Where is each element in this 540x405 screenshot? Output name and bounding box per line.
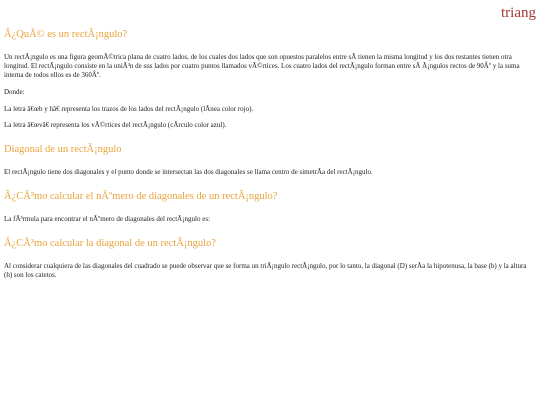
definition-paragraph: Un rectÃ¡ngulo es una figura geomÃ©trica plana de cuatro lados, de los cuales dos lados que son opuestos paralelos entre sÃ tienen la misma longitud y los dos restantes tienen otra longitud. El rectÃ¡ngulo consiste en la uniÃ³n de sus lados por cuatro puntos llamados vÃ©rtices. Los cuatro lados del rectÃ¡ngulo forman entre sÃ Ã¡ngulos rectos de 90Âº y la suma interna de todos ellos es de 360Âº. [4,53,520,79]
section-heading: Diagonal de un rectÃ¡ngulo [4,144,122,155]
hypotenuse-paragraph: Al considerar cualquiera de las diagonales del cuadrado se puede observar que se forma un triÃ¡ngulo rectÃ¡ngulo, por lo tanto, la diagonal (D) serÃa la hipotenusa, la base (b) y la altura (h) son los catetos. [4,262,527,279]
article-content [4,28,532,288]
section-heading: Â¿QuÃ© es un rectÃ¡ngulo? [4,29,128,40]
site-logo-text[interactable]: triang [501,5,536,21]
section-diagonal [4,143,532,177]
sides-legend-text: La letra â€œb y hâ€ representa los trazos de los lados del rectÃ¡ngulo (lÃnea color rojo). [4,105,254,113]
formula-intro-paragraph: La fÃ³rmula para encontrar el nÃºmero de diagonales del rectÃ¡ngulo es: [4,215,211,223]
vertices-legend-text: La letra â€œvâ€ representa los vÃ©rtices del rectÃ¡ngulo (cÃrculo color azul). [4,121,227,129]
section-calculate-diagonal [4,237,532,280]
section-number-of-diagonals [4,190,532,224]
donde-label: Donde: [4,88,25,96]
section-what-is-rectangle [4,28,532,130]
diagonal-paragraph: El rectÃ¡ngulo tiene dos diagonales y el punto donde se intersectan las dos diagonales se llama centro de simetrÃa del rectÃ¡ngulo. [4,168,373,176]
section-heading: Â¿CÃ³mo calcular la diagonal de un rectÃ¡ngulo? [4,238,216,249]
section-heading: Â¿CÃ³mo calcular el nÃºmero de diagonales de un rectÃ¡ngulo? [4,191,278,202]
